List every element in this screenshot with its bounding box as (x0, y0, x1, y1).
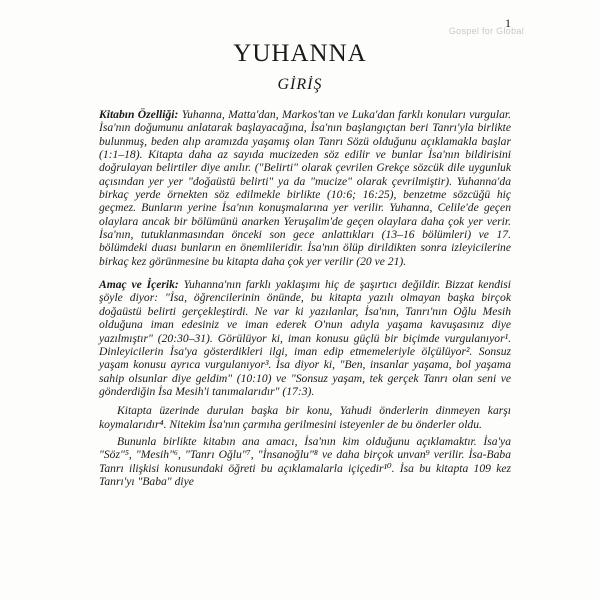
page-number: 1 (505, 16, 511, 30)
book-title: YUHANNA (233, 40, 367, 67)
text-purpose-content: Yuhanna'nın farklı yaklaşımı hiç de şaşırtıcı değildir. Bizzat kendisi şöyle diyor: "İsa, öğrencilerinin önünde, bu kitapta yazılı olmayan başka birçok doğaüstü belirti gerçekleştirdi. Ne var ki yazılanlar, İsa'nın, Tanrı'nın Oğlu Mesih olduğuna iman edesiniz ve iman ederek O'nun adıyla yaşama kavuşasınız diye yazılmıştır" (20:30–31). Görülüyor ki, iman konusu güçlü bir biçimde vurgulanıyor¹. Dinleyicilerin İsa'ya gösterdikleri ilgi, iman edip etmemeleriyle ölçülüyor². Sonsuz yaşam konusu ayrıca vurgulanıyor³. İsa diyor ki, "Ben, insanlar yaşama, bol yaşama sahip olsunlar diye geldim" (10:10) ve "Sonsuz yaşam, tek gerçek Tanrı olan seni ve gönderdiğin İsa Mesih'i tanımalarıdır" (17:3). (99, 278, 512, 398)
paragraph-book-features (99, 108, 511, 268)
paragraph-purpose-content (99, 278, 511, 398)
watermark: Gospel for Global (448, 26, 524, 36)
heading-purpose-content: Amaç ve İçerik: (99, 278, 179, 292)
text-book-features: Yuhanna, Matta'dan, Markos'tan ve Luka'dan farklı konuları vurgular. İsa'nın doğumunu anlatarak başlayacağına, İsa'nın başlangıçtan beri Tanrı'yla birlikte bulunmuş, beden alıp aramızda yaşamış olan Tanrı Sözü olduğunu açıklamakla başlar (1:1–18). Kitapta daha az sayıda mucizeden söz edilir ve bunlar İsa'nın bildirisini doğrulayan belirtiler diye anılır. ("Belirti" olarak çevrilen Grekçe sözcük dile uygunluk açısından yer yer "doğaüstü belirti" ya da "mucize" olarak çevrilmiştir). Yuhanna'da birkaç yerde örnekten söz edilmekle birlikte (10:6; 16:25), benzetme sözcüğü hiç geçmez. Bunların yerine İsa'nın konuşmalarına yer verilir. Yuhanna, Celile'de geçen olaylara ancak bir bölümünü anarken Yeruşalim'de geçen olaylara daha çok yer verir. İsa'nın, tutuklanmasından önceki son gece anlattıkları (13–16 bölümleri) ve 17. bölümdeki duası bunların en önemlileridir. İsa'nın ölüp dirildikten sonra izleyicilerine birkaç kez görünmesine bu kitapta daha çok yer verilir (20 ve 21). (99, 108, 511, 268)
page-body (99, 108, 511, 488)
section-subtitle: GİRİŞ (277, 76, 323, 93)
heading-book-features: Kitabın Özelliği: (99, 108, 179, 121)
paragraph-main-purpose: Bununla birlikte kitabın ana amacı, İsa'nın kim olduğunu açıklamaktır. İsa'ya "Söz"⁵, "Mesih"⁶, "Tanrı Oğlu"⁷, "İnsanoğlu"⁸ ve daha birçok unvan⁹ verilir. İsa-Baba Tanrı ilişkisi konusundaki öğreti bu açıklamalarla içiçedir¹⁰. İsa bu kitapta 109 kez Tanrı'yı "Baba" diye (99, 434, 511, 488)
paragraph-jewish-leaders: Kitapta üzerinde durulan başka bir konu, Yahudi önderlerin dinmeyen karşı koymalarıdır⁴. Nitekim İsa'nın çarmıha gerilmesini isteyenler de bu önderler oldu. (99, 404, 511, 431)
